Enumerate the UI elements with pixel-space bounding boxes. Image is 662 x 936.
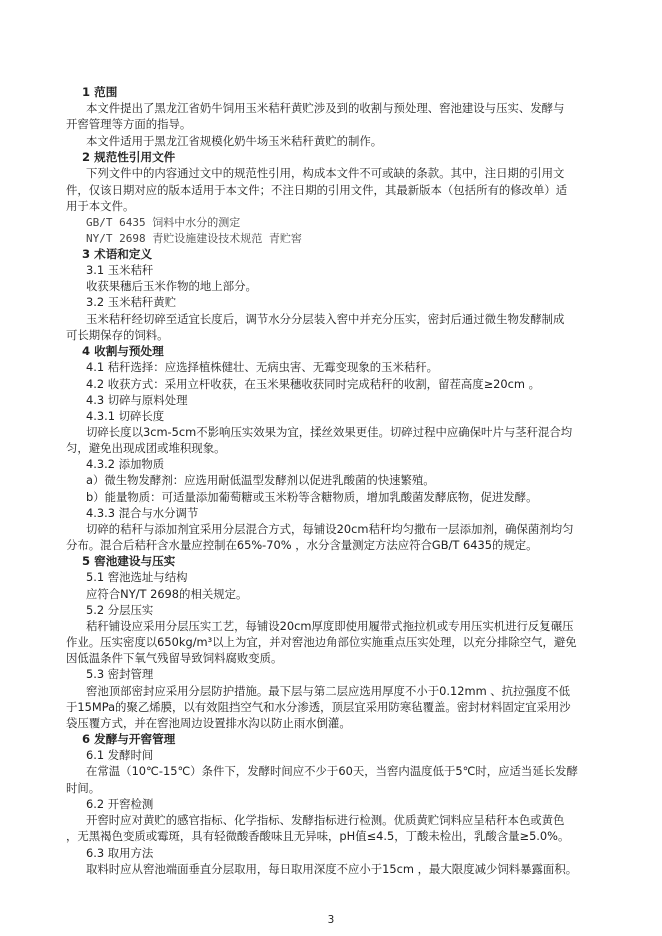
reference-line: GB/T 6435 饲料中水分的测定 [86, 216, 241, 229]
paragraph-line: 匀，避免出现成团或堆积现象。 [66, 441, 226, 455]
paragraph-line: 因低温条件下氧气残留导致饲料腐败变质。 [66, 651, 283, 665]
section-heading: 6 发酵与开窖管理 [82, 732, 176, 746]
section-heading: 5.1 窖池选址与结构 [86, 570, 188, 584]
section-heading: 3 术语和定义 [82, 247, 153, 261]
section-heading: 4.3.3 混合与水分调节 [86, 506, 199, 520]
paragraph-line: 袋压覆方式，并在窖池周边设置排水沟以防止雨水倒灌。 [66, 716, 351, 730]
paragraph-line: 本文件提出了黑龙江省奶牛饲用玉米秸秆黄贮涉及到的收割与预处理、窖池建设与压实、发酵与 [86, 101, 565, 115]
paragraph-line: 在常温（10℃-15℃）条件下，发酵时间应不少于60天，当窖内温度低于5℃时，应适当延长发酵 [86, 764, 578, 778]
paragraph-line: 分布。混合后秸秆含水量应控制在65%-70% ，水分含量测定方法应符合GB/T 6435的规定。 [66, 538, 538, 552]
paragraph-line: 下列文件中的内容通过文中的规范性引用，构成本文件不可或缺的条款。其中，注日期的引用文 [86, 166, 565, 180]
section-heading: 4 收割与预处理 [82, 344, 164, 358]
section-heading: 4.3.2 添加物质 [86, 457, 165, 471]
paragraph-line: 秸秆铺设应采用分层压实工艺，每铺设20cm厚度即使用履带式拖拉机或专用压实机进行反复碾压 [86, 619, 574, 633]
paragraph-line: 作业。压实密度以650kg/m³以上为宜，并对窖池边角部位实施重点压实处理，以充分排除空气，避免 [66, 635, 577, 649]
paragraph-line: 取料时应从窖池端面垂直分层取用，每日取用深度不应小于15cm ，最大限度减少饲料暴露面积。 [86, 862, 578, 876]
paragraph-line: 件，仅该日期对应的版本适用于本文件；不注日期的引用文件，其最新版本（包括所有的修改单）适 [66, 183, 568, 197]
paragraph-line: 收获果穗后玉米作物的地上部分。 [86, 279, 257, 293]
section-heading: 3.2 玉米秸秆黄贮 [86, 295, 177, 309]
reference-line: NY/T 2698 青贮设施建设技术规范 青贮窖 [86, 232, 302, 245]
paragraph-line: ，无黑褐色变质或霉斑，具有轻微酸香酸味且无异味，pH值≤4.5，丁酸未检出，乳酸含量≥5.0%。 [66, 829, 570, 843]
section-heading: 5.3 密封管理 [86, 667, 154, 681]
paragraph-line: 用于本文件。 [66, 199, 135, 213]
section-heading: 5 窖池建设与压实 [82, 554, 176, 568]
paragraph-line: 4.2 收获方式：采用立杆收获，在玉米果穗收获同时完成秸秆的收割，留茬高度≥20cm 。 [86, 377, 541, 391]
section-heading: 6.1 发酵时间 [86, 748, 154, 762]
paragraph-line: 于15MPa的聚乙烯膜，以有效阻挡空气和水分渗透，顶层宜采用防寒毡覆盖。密封材料固定宜采用沙 [66, 700, 571, 714]
section-heading: 6.3 取用方法 [86, 846, 154, 860]
section-heading: 3.1 玉米秸秆 [86, 263, 154, 277]
paragraph-line: 开窖管理等方面的指导。 [66, 117, 192, 131]
section-heading: 5.2 分层压实 [86, 603, 154, 617]
paragraph-line: 切碎长度以3cm-5cm不影响压实效果为宜，揉丝效果更佳。切碎过程中应确保叶片与茎秆混合均 [86, 425, 573, 439]
section-heading: 1 范围 [82, 85, 118, 99]
paragraph-line: 4.1 秸秆选择：应选择植株健壮、无病虫害、无霉变现象的玉米秸秆。 [86, 360, 439, 374]
paragraph-line: 窖池顶部密封应采用分层防护措施。最下层与第二层应选用厚度不小于0.12mm 、抗拉强度不低 [86, 684, 571, 698]
paragraph-line: 时间。 [66, 781, 101, 795]
paragraph-line: 玉米秸秆经切碎至适宜长度后，调节水分分层装入窖中并充分压实，密封后通过微生物发酵制成 [86, 312, 565, 326]
page-number: 3 [327, 914, 335, 926]
paragraph-line: 开窖时应对黄贮的感官指标、化学指标、发酵指标进行检测。优质黄贮饲料应呈秸秆本色或黄色 [86, 813, 565, 827]
section-heading: 2 规范性引用文件 [82, 150, 176, 164]
section-heading: 6.2 开窖检测 [86, 797, 154, 811]
section-heading: 4.3 切碎与原料处理 [86, 393, 188, 407]
paragraph-line: b）能量物质：可适量添加葡萄糖或玉米粉等含糖物质，增加乳酸菌发酵底物，促进发酵。 [86, 490, 538, 504]
paragraph-line: a）微生物发酵剂：应选用耐低温型发酵剂以促进乳酸菌的快速繁殖。 [86, 473, 435, 487]
paragraph-line: 应符合NY/T 2698的相关规定。 [86, 587, 248, 601]
paragraph-line: 可长期保存的饲料。 [66, 328, 169, 342]
section-heading: 4.3.1 切碎长度 [86, 409, 165, 423]
paragraph-line: 本文件适用于黑龙江省规模化奶牛场玉米秸秆黄贮的制作。 [86, 134, 383, 148]
paragraph-line: 切碎的秸秆与添加剂宜采用分层混合方式，每铺设20cm秸秆均匀撒布一层添加剂，确保菌剂均匀 [86, 522, 574, 536]
